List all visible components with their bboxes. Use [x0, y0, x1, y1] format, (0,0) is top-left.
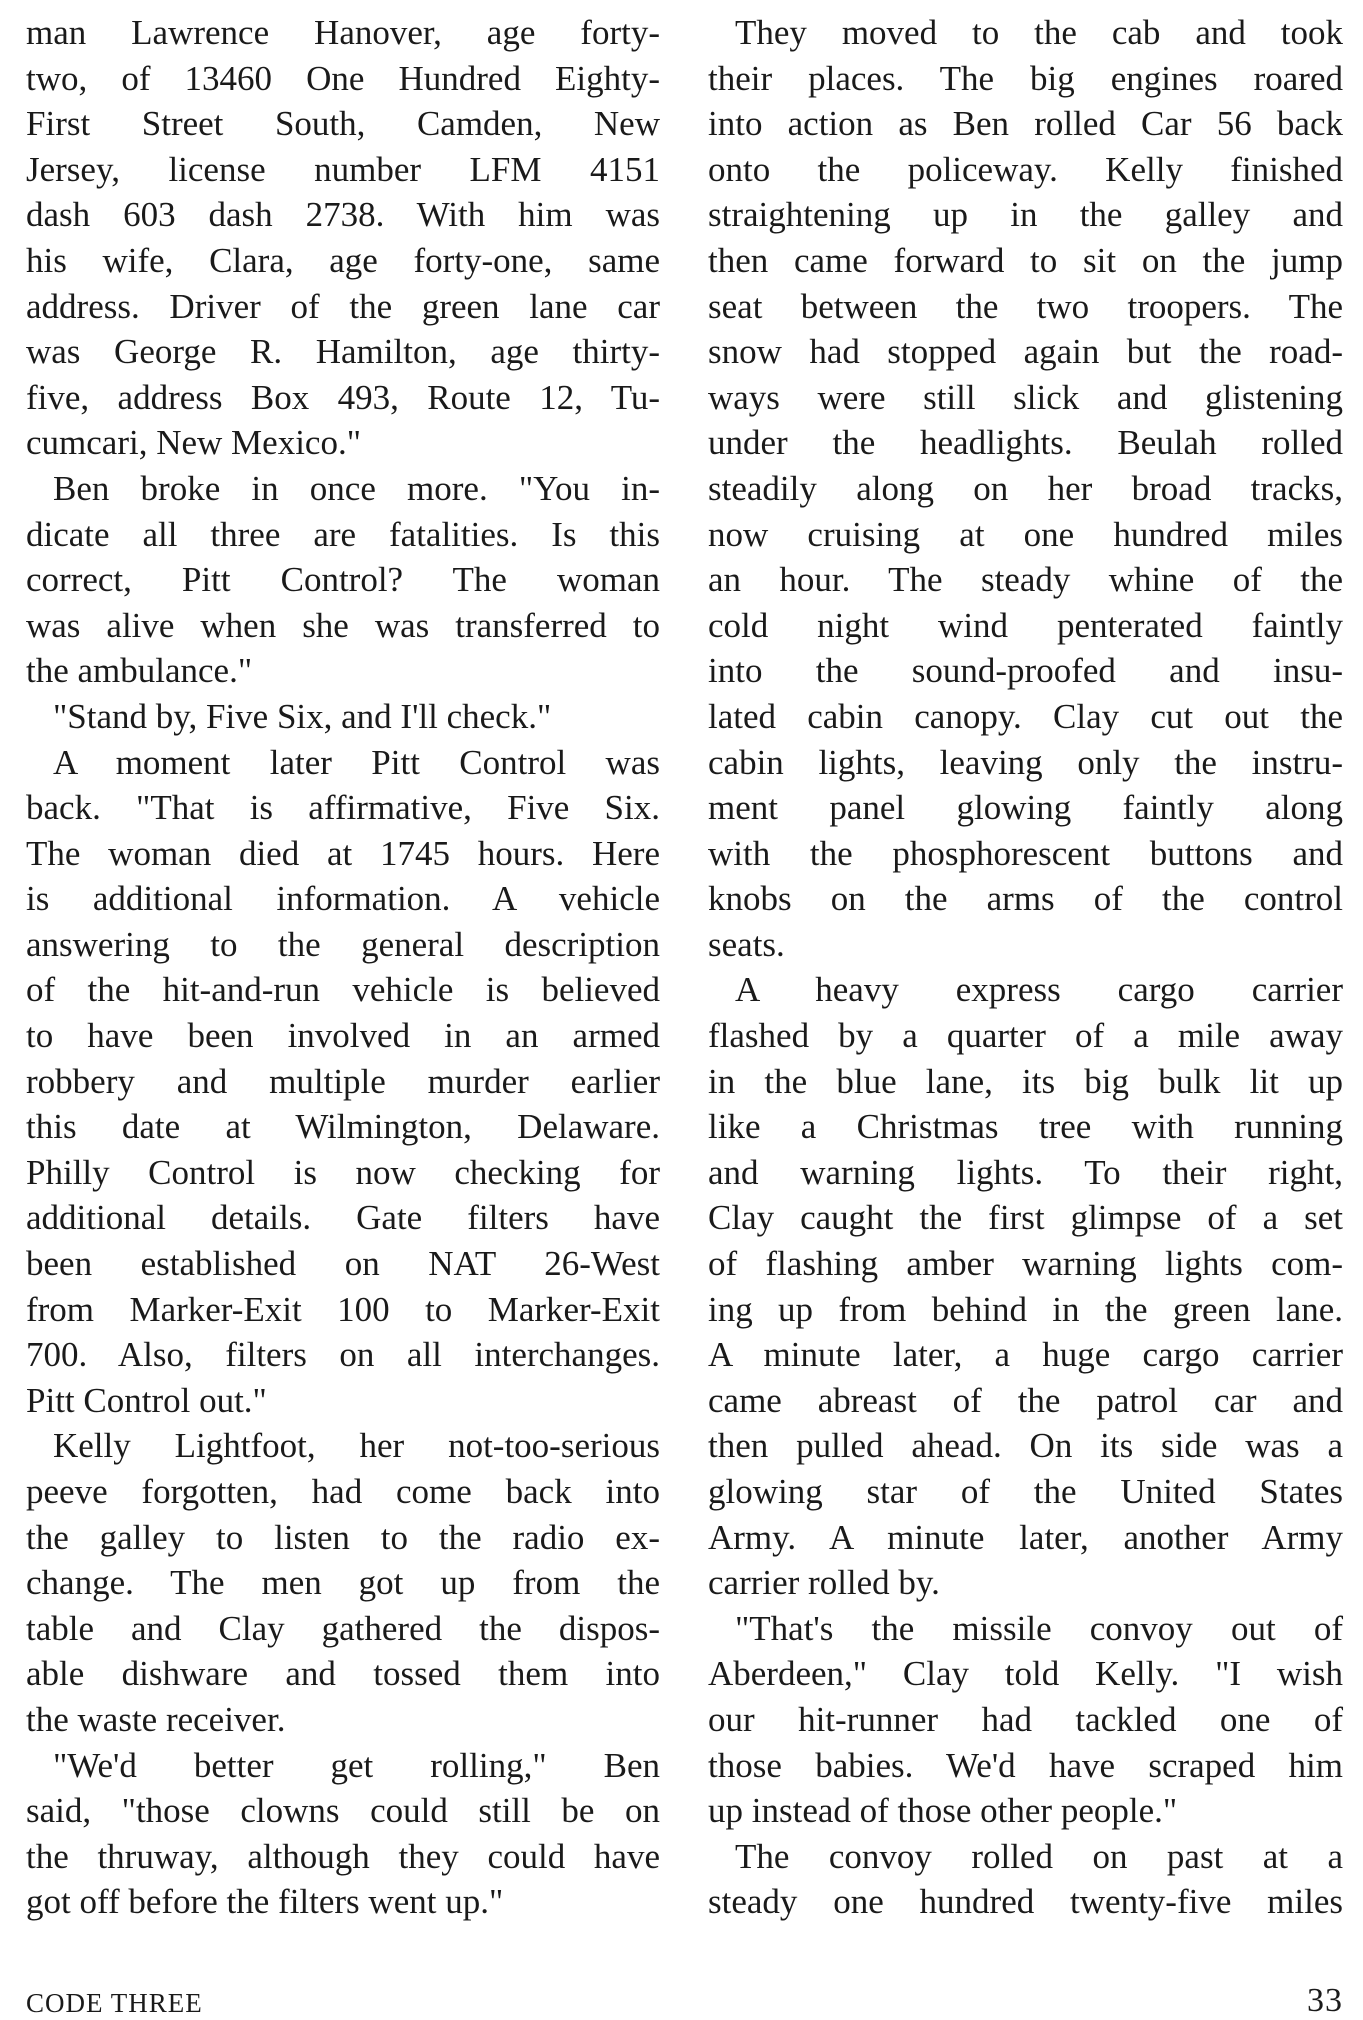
paragraph: [708, 10, 1343, 967]
text-line: back. "That is affirmative, Five Six.: [26, 788, 660, 828]
text-line: the ambulance.": [26, 651, 253, 691]
text-line: this date at Wilmington, Delaware.: [26, 1107, 660, 1147]
text-line: been established on NAT 26-West: [26, 1244, 660, 1284]
text-line: Army. A minute later, another Army: [708, 1517, 1343, 1557]
text-line: They moved to the cab and took: [735, 13, 1343, 52]
text-line: "That's the missile convoy out of: [735, 1608, 1343, 1648]
right-column: [708, 10, 1343, 1925]
text-line: ways were still slick and glistening: [708, 377, 1343, 417]
text-line: steadily along on her broad tracks,: [708, 468, 1343, 508]
text-line: seat between the two troopers. The: [708, 286, 1343, 326]
text-line: ing up from behind in the green lane.: [708, 1289, 1343, 1329]
text-line: dash 603 dash 2738. With him was: [26, 195, 660, 235]
text-line: The convoy rolled on past at a: [735, 1836, 1343, 1876]
paragraph: [708, 967, 1343, 1605]
text-line: two, of 13460 One Hundred Eighty-: [26, 58, 660, 98]
text-line: carrier rolled by.: [708, 1563, 940, 1603]
text-line: an hour. The steady whine of the: [708, 560, 1343, 600]
text-line: of the hit-and-run vehicle is believed: [26, 970, 660, 1010]
paragraph: [26, 466, 660, 694]
text-line: address. Driver of the green lane car: [26, 286, 660, 326]
text-line: five, address Box 493, Route 12, Tu-: [26, 377, 660, 417]
text-line: up instead of those other people.": [708, 1791, 1178, 1831]
text-line: said, "those clowns could still be on: [26, 1791, 660, 1831]
text-line: dicate all three are fatalities. Is this: [26, 514, 660, 554]
paragraph: [26, 740, 660, 1424]
text-line: now cruising at one hundred miles: [708, 514, 1343, 554]
text-line: Pitt Control out.": [26, 1380, 267, 1420]
text-line: man Lawrence Hanover, age forty-: [26, 13, 660, 52]
text-line: glowing star of the United States: [708, 1472, 1343, 1511]
text-line: of flashing amber warning lights com-: [708, 1244, 1343, 1284]
paragraph: [708, 1834, 1343, 1925]
text-line: "Stand by, Five Six, and I'll check.": [53, 696, 552, 736]
text-line: cabin lights, leaving only the instru-: [708, 742, 1343, 782]
paragraph: [26, 694, 660, 740]
text-line: Ben broke in once more. "You in-: [53, 468, 660, 508]
text-line: lated cabin canopy. Clay cut out the: [708, 696, 1343, 736]
text-line: like a Christmas tree with running: [708, 1107, 1343, 1147]
text-line: was alive when she was transferred to: [26, 605, 660, 645]
paragraph: [26, 1743, 660, 1925]
text-line: came abreast of the patrol car and: [708, 1380, 1343, 1420]
text-line: under the headlights. Beulah rolled: [708, 423, 1343, 463]
text-line: the galley to listen to the radio ex-: [26, 1517, 660, 1557]
paragraph: [708, 1606, 1343, 1834]
text-line: The woman died at 1745 hours. Here: [26, 833, 660, 873]
text-line: seats.: [708, 924, 785, 964]
text-line: straightening up in the galley and: [708, 195, 1343, 235]
text-line: table and Clay gathered the dispos-: [26, 1608, 660, 1648]
text-line: steady one hundred twenty-five miles: [708, 1882, 1343, 1922]
text-line: into the sound-proofed and insu-: [708, 651, 1343, 691]
text-line: change. The men got up from the: [26, 1563, 660, 1603]
text-line: onto the policeway. Kelly finished: [708, 149, 1343, 189]
left-column: [26, 10, 660, 1925]
text-line: got off before the filters went up.": [26, 1882, 504, 1922]
text-line: from Marker-Exit 100 to Marker-Exit: [26, 1289, 660, 1329]
text-line: then came forward to sit on the jump: [708, 240, 1343, 280]
text-line: our hit-runner had tackled one of: [708, 1699, 1343, 1739]
text-line: answering to the general description: [26, 924, 660, 964]
text-line: the thruway, although they could have: [26, 1836, 660, 1876]
text-line: his wife, Clara, age forty-one, same: [26, 240, 660, 280]
text-line: peeve forgotten, had come back into: [26, 1472, 660, 1511]
text-line: their places. The big engines roared: [708, 58, 1343, 98]
text-line: was George R. Hamilton, age thirty-: [26, 332, 660, 372]
text-line: is additional information. A vehicle: [26, 879, 660, 919]
text-line: snow had stopped again but the road-: [708, 332, 1343, 372]
text-line: A heavy express cargo carrier: [735, 970, 1343, 1010]
text-line: with the phosphorescent buttons and: [708, 833, 1343, 873]
text-line: in the blue lane, its big bulk lit up: [708, 1061, 1343, 1101]
text-line: correct, Pitt Control? The woman: [26, 560, 660, 600]
text-line: knobs on the arms of the control: [708, 879, 1343, 919]
text-line: Kelly Lightfoot, her not-too-serious: [53, 1426, 660, 1466]
text-line: the waste receiver.: [26, 1699, 286, 1739]
text-line: robbery and multiple murder earlier: [26, 1061, 660, 1101]
text-line: then pulled ahead. On its side was a: [708, 1426, 1343, 1466]
text-line: "We'd better get rolling," Ben: [53, 1745, 660, 1785]
text-line: those babies. We'd have scraped him: [708, 1745, 1343, 1785]
text-line: cold night wind penterated faintly: [708, 605, 1343, 645]
page-number: 33: [1307, 1982, 1343, 2019]
text-line: and warning lights. To their right,: [708, 1152, 1343, 1192]
text-line: cumcari, New Mexico.": [26, 423, 361, 463]
text-line: A moment later Pitt Control was: [53, 742, 660, 782]
text-line: First Street South, Camden, New: [26, 104, 660, 144]
text-line: ment panel glowing faintly along: [708, 788, 1343, 828]
text-line: Jersey, license number LFM 4151: [26, 149, 660, 189]
text-line: Clay caught the first glimpse of a set: [708, 1198, 1343, 1238]
text-line: to have been involved in an armed: [26, 1016, 660, 1056]
text-line: able dishware and tossed them into: [26, 1654, 660, 1694]
text-line: Philly Control is now checking for: [26, 1152, 660, 1192]
text-line: A minute later, a huge cargo carrier: [708, 1335, 1343, 1375]
text-line: additional details. Gate filters have: [26, 1198, 660, 1238]
text-line: flashed by a quarter of a mile away: [708, 1016, 1343, 1056]
text-line: into action as Ben rolled Car 56 back: [708, 104, 1343, 144]
text-line: Aberdeen," Clay told Kelly. "I wish: [708, 1654, 1343, 1694]
paragraph: [26, 1423, 660, 1742]
text-line: 700. Also, filters on all interchanges.: [26, 1335, 660, 1375]
running-title: CODE THREE: [26, 1988, 203, 2018]
paragraph: [26, 10, 660, 466]
